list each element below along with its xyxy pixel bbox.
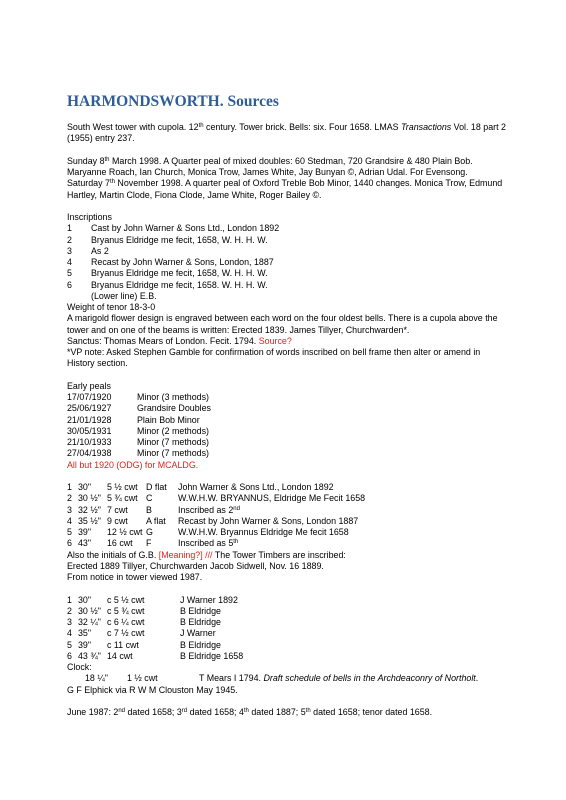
- early-peal-method: Minor (7 methods): [137, 437, 210, 447]
- bell-row: [67, 516, 507, 527]
- bell-row: [67, 606, 507, 617]
- intro-rest: century. Tower brick. Bells: six. Four 1658. LMAS: [203, 122, 402, 132]
- inscription-row: [67, 223, 507, 234]
- inscription-row: [67, 257, 507, 268]
- early-peal-method: Minor (3 methods): [137, 392, 210, 402]
- from-notice-line: From notice in tower viewed 1987.: [67, 572, 203, 582]
- bell-number: 2: [67, 493, 72, 504]
- peal-1998-march: [67, 156, 507, 179]
- bell-row: [67, 595, 507, 606]
- bell-row: [67, 640, 507, 651]
- bell-diameter: 30": [78, 594, 92, 605]
- inscription-number: 2: [67, 234, 72, 245]
- sanctus-source-note: Source?: [258, 335, 292, 346]
- early-peal-row: [67, 415, 507, 426]
- bell-inscription-sup: nd: [233, 505, 240, 512]
- bell-inscription-text: Inscribed as 2: [178, 504, 234, 515]
- early-peal-method: Grandsire Doubles: [137, 403, 211, 414]
- bell-founder: J Warner 1892: [180, 594, 238, 605]
- bell-weight: 5 ¾ cwt: [107, 493, 138, 504]
- bell-note: G: [146, 527, 153, 537]
- page-title: HARMONDSWORTH. Sources: [67, 93, 279, 110]
- early-peal-method: Minor (7 methods): [137, 448, 210, 459]
- initials-red: [Meaning?] ///: [158, 549, 213, 560]
- early-peal-date: 25/06/1927: [67, 403, 112, 414]
- bell-number: 5: [67, 527, 72, 537]
- june-p3: dated 1658; 4: [187, 707, 244, 717]
- bell-row: [67, 493, 507, 504]
- inscription-number: 5: [67, 268, 72, 279]
- bell-number: 1: [67, 482, 72, 492]
- bell-number: 1: [67, 594, 72, 605]
- bell-weight: 14 cwt: [107, 650, 133, 661]
- intro-tail: Vol. 18 part 2 (1955) entry 237.: [67, 122, 506, 144]
- inscription-row: [67, 235, 507, 246]
- peal1-sup: th: [104, 156, 110, 163]
- inscription-text: Bryanus Eldridge me fecit, 1658, W. H. H. W.: [91, 268, 268, 279]
- early-peals-note: All but 1920 (ODG) for MCALDG.: [67, 459, 199, 470]
- bell-row: [67, 617, 507, 628]
- bell-number: 2: [67, 605, 72, 616]
- bell-inscription: [178, 493, 365, 504]
- early-peal-date: 30/05/1931: [67, 425, 112, 436]
- bell-founder: B Eldridge: [180, 639, 221, 650]
- intro-italic: Transactions: [401, 122, 452, 132]
- bell-number: 6: [67, 538, 72, 549]
- lower-line: (Lower line) E.B.: [91, 290, 157, 301]
- june-p2: dated 1658; 3: [125, 707, 182, 717]
- initials-line: [67, 550, 507, 561]
- bell-row: [67, 538, 507, 549]
- bell-diameter: 43 ¾": [78, 650, 101, 661]
- inscription-text: As 2: [91, 245, 109, 256]
- inscription-number: 6: [67, 279, 72, 290]
- bells-table-2: [67, 595, 507, 663]
- early-peal-row: [67, 403, 507, 414]
- inscription-row: [67, 280, 507, 291]
- early-peal-row: [67, 448, 507, 459]
- bell-diameter: 30 ½": [78, 605, 101, 616]
- bell-founder: B Eldridge 1658: [180, 650, 244, 661]
- bell-number: 4: [67, 628, 72, 639]
- june-s1: nd: [118, 708, 126, 714]
- initials-b: The Tower Timbers are inscribed:: [212, 549, 346, 560]
- early-peal-row: [67, 392, 507, 403]
- bell-number: 3: [67, 504, 72, 515]
- bell-founder: B Eldridge: [180, 617, 221, 627]
- bell-inscription: [178, 516, 358, 527]
- bell-diameter: 35": [78, 628, 92, 639]
- bell-inscription-text: W.W.H.W. BRYANNUS, Eldridge Me Fecit 1658: [178, 493, 366, 504]
- bell-diameter: 30": [78, 482, 92, 492]
- early-peal-method: Minor (2 methods): [137, 425, 210, 436]
- bell-inscription-text: Inscribed as 5: [178, 538, 234, 549]
- bell-founder: B Eldridge: [180, 605, 221, 616]
- early-peal-date: 21/01/1928: [67, 414, 112, 425]
- clock-row: [67, 673, 507, 684]
- peal1-a: Sunday 8: [67, 155, 105, 166]
- inscription-number: 1: [67, 223, 72, 234]
- inscription-text: Cast by John Warner & Sons Ltd., London 1892: [91, 223, 280, 234]
- bell-weight: 5 ½ cwt: [107, 482, 138, 492]
- bell-number: 3: [67, 617, 72, 627]
- bell-weight: c 11 cwt: [107, 639, 139, 650]
- bell-note: C: [146, 493, 153, 504]
- early-peals-list: [67, 392, 507, 460]
- bell-diameter: 30 ½": [78, 493, 101, 504]
- bell-note: B: [146, 504, 152, 515]
- inscription-text: Recast by John Warner & Sons, London, 1887: [91, 257, 274, 267]
- bell-note: D flat: [146, 482, 167, 492]
- peal2-sup: th: [109, 179, 115, 186]
- june-p1: June 1987: 2: [67, 707, 119, 717]
- vp-note: *VP note: Asked Stephen Gamble for confirmation of words inscribed on bell frame then alter or amend in History section.: [67, 347, 481, 369]
- bell-weight: c 6 ¼ cwt: [107, 617, 145, 627]
- bell-row: [67, 628, 507, 639]
- june-p5: dated 1658; tenor dated 1658.: [310, 707, 433, 717]
- peal-1998-november: [67, 178, 507, 201]
- sanctus-text: Sanctus: Thomas Mears of London. Fecit. 1794.: [67, 335, 259, 346]
- inscription-row: [67, 246, 507, 257]
- bell-row: [67, 482, 507, 493]
- june-1987-line: [67, 707, 507, 718]
- early-peal-row: [67, 426, 507, 437]
- june-p4: dated 1887; 5: [248, 707, 306, 717]
- bell-weight: 12 ½ cwt: [107, 527, 143, 537]
- bell-weight: 16 cwt: [107, 538, 133, 549]
- bell-weight: c 5 ½ cwt: [107, 594, 145, 605]
- bell-inscription: [178, 505, 240, 516]
- bell-note: F: [146, 538, 152, 549]
- bell-diameter: 32 ½": [78, 504, 101, 515]
- initials-a: Also the initials of G.B.: [67, 549, 159, 560]
- bell-weight: 7 cwt: [107, 504, 128, 515]
- early-peal-row: [67, 437, 507, 448]
- clock-label: Clock:: [67, 662, 92, 672]
- intro-paragraph: [67, 122, 507, 145]
- early-peal-date: 17/07/1920: [67, 392, 112, 402]
- bells-table-1: [67, 482, 507, 550]
- june-s4: th: [305, 708, 311, 714]
- marigold-paragraph: A marigold flower design is engraved between each word on the four oldest bells. There is a cupola above the tower and on one of the beams is written: Erected 1839. James Tillyer, Churchwarden*.: [67, 313, 498, 335]
- bell-inscription-text: John Warner & Sons Ltd., London 1892: [178, 482, 334, 492]
- peal1-b: March 1998. A Quarter peal of mixed doubles: 60 Stedman, 720 Grandsire & 480 Plain Bob. Maryanne Roach, Ian Church, Monica Trow, James White, Jay Bunyan ©, Adrian Udal. For Evensong.: [67, 155, 473, 177]
- early-peals-heading: Early peals: [67, 380, 111, 391]
- tenor-weight: Weight of tenor 18-3-0: [67, 302, 156, 312]
- bell-row: [67, 527, 507, 538]
- intro-sup: th: [198, 123, 204, 129]
- sanctus-line: [67, 336, 507, 347]
- intro-text: South West tower with cupola. 12: [67, 122, 199, 132]
- bell-inscription: [178, 527, 349, 538]
- bell-inscription-text: Recast by John Warner & Sons, London 1887: [178, 515, 359, 526]
- early-peal-date: 21/10/1933: [67, 437, 112, 447]
- june-s2: rd: [181, 708, 188, 714]
- inscriptions-list: [67, 223, 507, 291]
- bell-inscription-sup: th: [233, 539, 239, 546]
- inscription-text: Bryanus Eldridge me fecit, 1658, W. H. H. W.: [91, 234, 268, 245]
- bell-number: 4: [67, 515, 72, 526]
- bell-inscription: [178, 538, 238, 549]
- bell-row: [67, 651, 507, 662]
- early-peal-method: Plain Bob Minor: [137, 414, 200, 425]
- bell-row: [67, 505, 507, 516]
- bell-diameter: 39": [78, 639, 92, 650]
- early-peal-date: 27/04/1938: [67, 448, 112, 459]
- bell-diameter: 43": [78, 538, 92, 549]
- peal2-a: Saturday 7: [67, 178, 110, 189]
- june-s3: th: [243, 708, 249, 714]
- bell-weight: c 7 ½ cwt: [107, 628, 145, 639]
- document-page: [67, 93, 507, 718]
- bell-weight: 9 cwt: [107, 515, 128, 526]
- inscriptions-heading: Inscriptions: [67, 212, 112, 222]
- clock-diameter: 18 ¼": [85, 673, 108, 684]
- inscription-number: 3: [67, 245, 72, 256]
- bell-number: 6: [67, 650, 72, 661]
- clock-text: [199, 673, 478, 684]
- erected-line: Erected 1889 Tillyer, Churchwarden Jacob Sidwell, Nov. 16 1889.: [67, 560, 324, 571]
- bell-founder: J Warner: [180, 628, 216, 639]
- bell-inscription: [178, 482, 334, 493]
- peal2-b: November 1998. A quarter peal of Oxford Treble Bob Minor, 1440 changes. Monica Trow, Edmund Hartley, Martin Clode, Fiona Clode, Jame White, Roger Bailey ©.: [67, 178, 503, 200]
- bell-note: A flat: [146, 515, 166, 526]
- inscription-row: [67, 268, 507, 279]
- bell-diameter: 39": [78, 527, 92, 537]
- bell-weight: c 5 ¾ cwt: [107, 605, 145, 616]
- inscription-text: Bryanus Eldridge me fecit, 1658. W. H. H. W.: [91, 279, 268, 290]
- clock-weight: 1 ½ cwt: [127, 673, 158, 684]
- clock-end: .: [475, 673, 479, 684]
- inscription-number: 4: [67, 257, 72, 267]
- bell-inscription-text: W.W.H.W. Bryannus Eldridge Me fecit 1658: [178, 527, 349, 537]
- clock-italic: Draft schedule of bells in the Archdeaconry of Northolt: [263, 673, 476, 684]
- clock-maker: T Mears I 1794.: [199, 673, 264, 684]
- elphick-line: G F Elphick via R W M Clouston May 1945.: [67, 684, 238, 695]
- bell-diameter: 35 ½": [78, 515, 101, 526]
- bell-diameter: 32 ¼": [78, 617, 101, 627]
- bell-number: 5: [67, 639, 72, 650]
